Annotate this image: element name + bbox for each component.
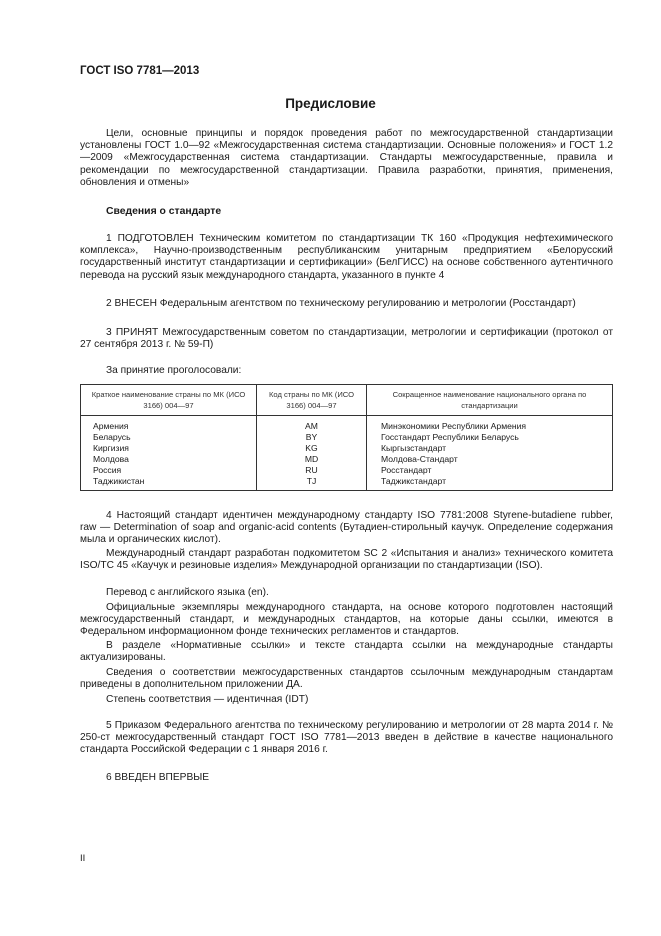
item-4-references-paragraph: В разделе «Нормативные ссылки» и тексте стандарта ссылки на международные стандарты актуализированы. [80,640,613,664]
item-4-sc2-paragraph: Международный стандарт разработан подкомитетом SC 2 «Испытания и анализ» технического комитета ISO/TC 45 «Каучук и резиновые изделия» Международной организации по стандартизации (ISO). [80,548,613,572]
item-1-paragraph: 1 ПОДГОТОВЛЕН Техническим комитетом по стандартизации ТК 160 «Продукция нефтехимического комплекса», Научно-производственным республиканским унитарным предприятием «Белорусский государственный институт стандартизации и сертификации» (БелГИСС) на основе собственного аутентичного перевода на русский язык международного стандарта, указанного в пункте 4 [80,233,613,281]
cell-body: Таджикстандарт [367,476,613,491]
item-4-conformity-paragraph: Сведения о соответствии межгосударственных стандартов ссылочным международным стандартам приведены в дополнительном приложении ДА. [80,667,613,691]
cell-code: BY [257,432,367,443]
item-4-paragraph: 4 Настоящий стандарт идентичен международному стандарту ISO 7781:2008 Styrene-butadiene rubber, raw — Determination of soap and organic-acid contents (Бутадиен-стирольный каучук. Определение содержания мыла и органических кислот). [80,510,613,546]
intro-paragraph: Цели, основные принципы и порядок проведения работ по межгосударственной стандартизации установлены ГОСТ 1.0—92 «Межгосударственная система стандартизации. Основные положения» и ГОСТ 1.2—2009 «Межгосударственная система стандартизации. Стандарты межгосударственные, правила и рекомендации по межгосударственной стандартизации. Правила разработки, принятия, применения, обновления и отмены» [80,128,613,188]
cell-body: Госстандарт Республики Беларусь [367,432,613,443]
cell-body: Росстандарт [367,465,613,476]
item-2-paragraph: 2 ВНЕСЕН Федеральным агентством по техническому регулированию и метрологии (Росстандарт) [106,298,576,309]
item-4-translation-paragraph: Перевод с английского языка (en). [106,587,269,598]
cell-code: AM [257,416,367,433]
cell-code: KG [257,443,367,454]
cell-country: Молдова [81,454,257,465]
cell-body: Кыргызстандарт [367,443,613,454]
table-row [81,465,613,476]
cell-country: Киргизия [81,443,257,454]
cell-country: Таджикистан [81,476,257,491]
cell-country: Армения [81,416,257,433]
table-row [81,416,613,433]
item-5-paragraph: 5 Приказом Федерального агентства по техническому регулированию и метрологии от 28 марта 2014 г. № 250-ст межгосударственный стандарт ГОСТ ISO 7781—2013 введен в действие в качестве национального стандарта Российской Федерации с 1 января 2016 г. [80,720,613,756]
cell-country: Россия [81,465,257,476]
table-row [81,443,613,454]
cell-body: Минэкономики Республики Армения [367,416,613,433]
table-header-row [81,385,613,416]
table-row [81,432,613,443]
item-3-paragraph: 3 ПРИНЯТ Межгосударственным советом по стандартизации, метрологии и сертификации (протокол от 27 сентября 2013 г. № 59-П) [80,327,613,351]
cell-body: Молдова-Стандарт [367,454,613,465]
voting-table [80,384,613,491]
section-title: Предисловие [285,96,376,111]
item-4-official-copies-paragraph: Официальные экземпляры международного стандарта, на основе которого подготовлен настоящий межгосударственный стандарт, и международных стандартов, на которые даны ссылки, имеются в Федеральном информационном фонде технических регламентов и стандартов. [80,602,613,638]
table-header-code: Код страны по МК (ИСО 3166) 004—97 [257,385,367,416]
subheading-standard-info: Сведения о стандарте [106,206,222,217]
item-4-degree-paragraph: Степень соответствия — идентичная (IDT) [106,694,309,705]
table-header-body: Сокращенное наименование национального органа по стандартизации [367,385,613,416]
table-row [81,476,613,491]
cell-code: RU [257,465,367,476]
item-6-paragraph: 6 ВВЕДЕН ВПЕРВЫЕ [106,772,210,783]
cell-country: Беларусь [81,432,257,443]
table-header-country: Краткое наименование страны по МК (ИСО 3166) 004—97 [81,385,257,416]
page-number: II [80,853,86,864]
table-row [81,454,613,465]
vote-heading: За принятие проголосовали: [106,365,242,376]
document-header: ГОСТ ISO 7781—2013 [80,65,200,77]
cell-code: TJ [257,476,367,491]
cell-code: MD [257,454,367,465]
